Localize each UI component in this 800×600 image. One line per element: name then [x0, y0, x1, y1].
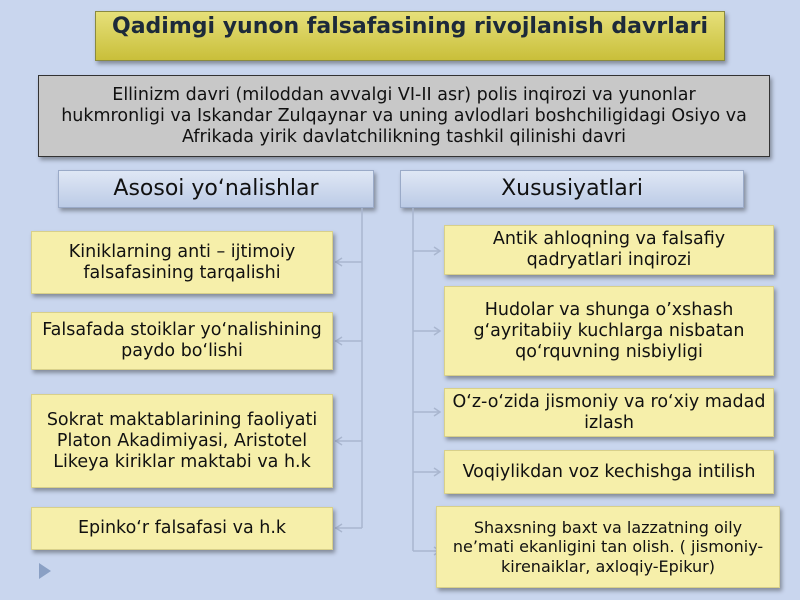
right-item-4: Voqiylikdan voz kechishga intilish [444, 450, 774, 494]
right-item-1: Antik ahloqning va falsafiy qadryatlari inqirozi [444, 225, 774, 275]
right-item-5: Shaxsning baxt va lazzatning oily ne’mati ekanligini tan olish. ( jismoniy-kirenaiklar, axloqiy-Epikur) [436, 506, 780, 588]
next-slide-icon[interactable] [39, 563, 51, 579]
left-item-3: Sokrat maktablarining faoliyati Platon Akadimiyasi, Aristotel Likeya kiriklar maktabi va h.k [31, 394, 333, 488]
heading-left: Asosoi yo‘nalishlar [58, 170, 374, 208]
left-item-4: Epinko‘r falsafasi va h.k [31, 507, 333, 550]
left-item-1: Kiniklarning anti – ijtimoiy falsafasining tarqalishi [31, 231, 333, 294]
intro-box: Ellinizm davri (miloddan avvalgi VI-II asr) polis inqirozi va yunonlar hukmronligi va Iskandar Zulqaynar va uning avlodlari boshchiligidagi Osiyo va Afrikada yirik davlatchilikning tashkil qilinishi davri [38, 75, 770, 157]
right-item-3: O‘z-o‘zida jismoniy va ro‘xiy madad izlash [444, 388, 774, 437]
left-item-2: Falsafada stoiklar yo‘nalishining paydo bo‘lishi [31, 312, 333, 370]
diagram-title: Qadimgi yunon falsafasining rivojlanish davrlari [95, 11, 725, 61]
heading-right: Xususiyatlari [400, 170, 744, 208]
right-item-2: Hudolar va shunga o’xshash g‘ayritabiiy kuchlarga nisbatan qo‘rquvning nisbiyligi [444, 286, 774, 376]
